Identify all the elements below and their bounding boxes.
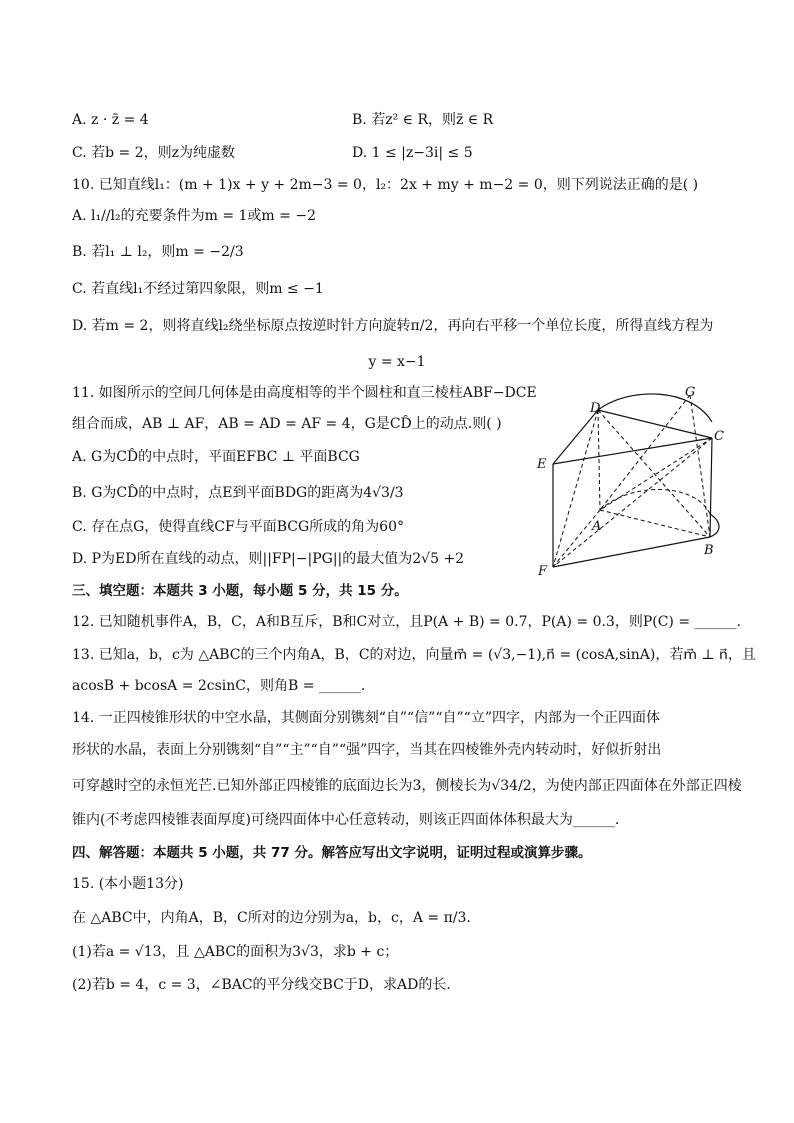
- q11-option-c: C. 存在点G，使得直线CF与平面BCG所成的角为60°: [72, 519, 404, 535]
- edge-cf: [553, 438, 712, 567]
- q14-line1: 14. 一正四棱锥形状的中空水晶，其侧面分别镌刻“自”“信”“自”“立”四字，内部为一个正四面体: [72, 710, 660, 726]
- label-b: B: [704, 543, 714, 558]
- edge-df: [553, 410, 598, 567]
- edge-gb: [690, 395, 710, 537]
- geometry-figure: [530, 382, 730, 582]
- label-a: A: [592, 519, 602, 534]
- edge-ab: [600, 510, 710, 537]
- label-d: D: [590, 401, 601, 416]
- q10-stem: 10. 已知直线l₁：(m + 1)x + y + 2m−3 = 0，l₂：2x + my + m−2 = 0，则下列说法正确的是( ): [72, 177, 699, 193]
- q14-line3: 可穿越时空的永恒光芒.已知外部正四棱锥的底面边长为3，侧棱长为√34/2，为使内部正四面体在外部正四棱: [72, 778, 742, 794]
- q14-line4: 锥内(不考虑四棱锥表面厚度)可绕四面体中心任意转动，则该正四面体体积最大为______.: [72, 812, 620, 828]
- label-g: G: [685, 385, 696, 400]
- arc-right-bottom: [710, 514, 719, 537]
- q9-option-b: B. 若z² ∈ R，则z̄ ∈ R: [352, 112, 494, 128]
- section-3-heading: 三、填空题：本题共 3 小题，每小题 5 分，共 15 分。: [72, 583, 408, 599]
- arc-ab: [600, 489, 710, 514]
- q11-option-d: D. P为ED所在直线的动点，则||FP|−|PG||的最大值为2√5 +2: [72, 551, 465, 567]
- edge-fb: [553, 537, 710, 567]
- edge-cb: [710, 438, 712, 537]
- edge-db: [598, 410, 710, 537]
- q10-option-a: A. l₁//l₂的充要条件为m = 1或m = −2: [72, 208, 316, 224]
- edge-da: [598, 410, 600, 510]
- q15-stem: 在 △ABC中，内角A，B，C所对的边分别为a，b，c，A = π/3.: [72, 910, 471, 926]
- q10-option-c: C. 若直线l₁不经过第四象限，则m ≤ −1: [72, 281, 324, 297]
- q11-stem-line2: 组合而成，AB ⊥ AF，AB = AD = AF = 4，G是CD̂上的动点.则( ): [72, 416, 502, 432]
- q15-part1: (1)若a = √13，且 △ABC的面积为3√3，求b + c；: [72, 944, 399, 960]
- q12-text: 12. 已知随机事件A，B，C，A和B互斥，B和C对立，且P(A + B) = 0.7，P(A) = 0.3，则P(C) = ______.: [72, 614, 741, 630]
- q9-option-c: C. 若b = 2，则z为纯虚数: [72, 145, 235, 161]
- label-f: F: [538, 564, 548, 579]
- q13-line1: 13. 已知a，b，c为 △ABC的三个内角A，B，C的对边，向量m⃗ = (√3,−1),n⃗ = (cosA,sinA)，若m⃗ ⊥ n⃗，且: [72, 647, 756, 663]
- q11-option-a: A. G为CD̂的中点时，平面EFBC ⊥ 平面BCG: [72, 449, 360, 465]
- q9-option-d: D. 1 ≤ |z−3i| ≤ 5: [352, 145, 473, 161]
- q9-option-a: A. z · z̄ = 4: [72, 112, 149, 128]
- edge-ca: [600, 438, 712, 510]
- q10-option-d: D. 若m = 2，则将直线l₂绕坐标原点按逆时针方向旋转π/2，再向右平移一个单位长度，所得直线方程为: [72, 318, 714, 334]
- edge-dc: [598, 410, 712, 438]
- edge-ec: [553, 438, 712, 464]
- q10-result-equation: y = x−1: [368, 354, 426, 370]
- q11-stem-line1: 11. 如图所示的空间几何体是由高度相等的半个圆柱和直三棱柱ABF−DCE: [72, 385, 537, 401]
- q13-line2: acosB + bcosA = 2csinC，则角B = ______.: [72, 678, 366, 694]
- label-c: C: [714, 429, 724, 444]
- q15-part2: (2)若b = 4，c = 3，∠BAC的平分线交BC于D，求AD的长.: [72, 977, 451, 993]
- q14-line2: 形状的水晶，表面上分别镌刻“自”“主”“自”“强”四字，当其在四棱锥外壳内转动时，好似折射出: [72, 742, 662, 758]
- q11-option-b: B. G为CD̂的中点时，点E到平面BDG的距离为4√3/3: [72, 485, 404, 501]
- q15-header: 15. (本小题13分): [72, 876, 184, 892]
- label-e: E: [537, 457, 547, 472]
- edge-de: [553, 410, 598, 464]
- section-4-heading: 四、解答题：本题共 5 小题，共 77 分。解答应写出文字说明，证明过程或演算步骤。: [72, 845, 592, 861]
- q10-option-b: B. 若l₁ ⊥ l₂，则m = −2/3: [72, 244, 244, 260]
